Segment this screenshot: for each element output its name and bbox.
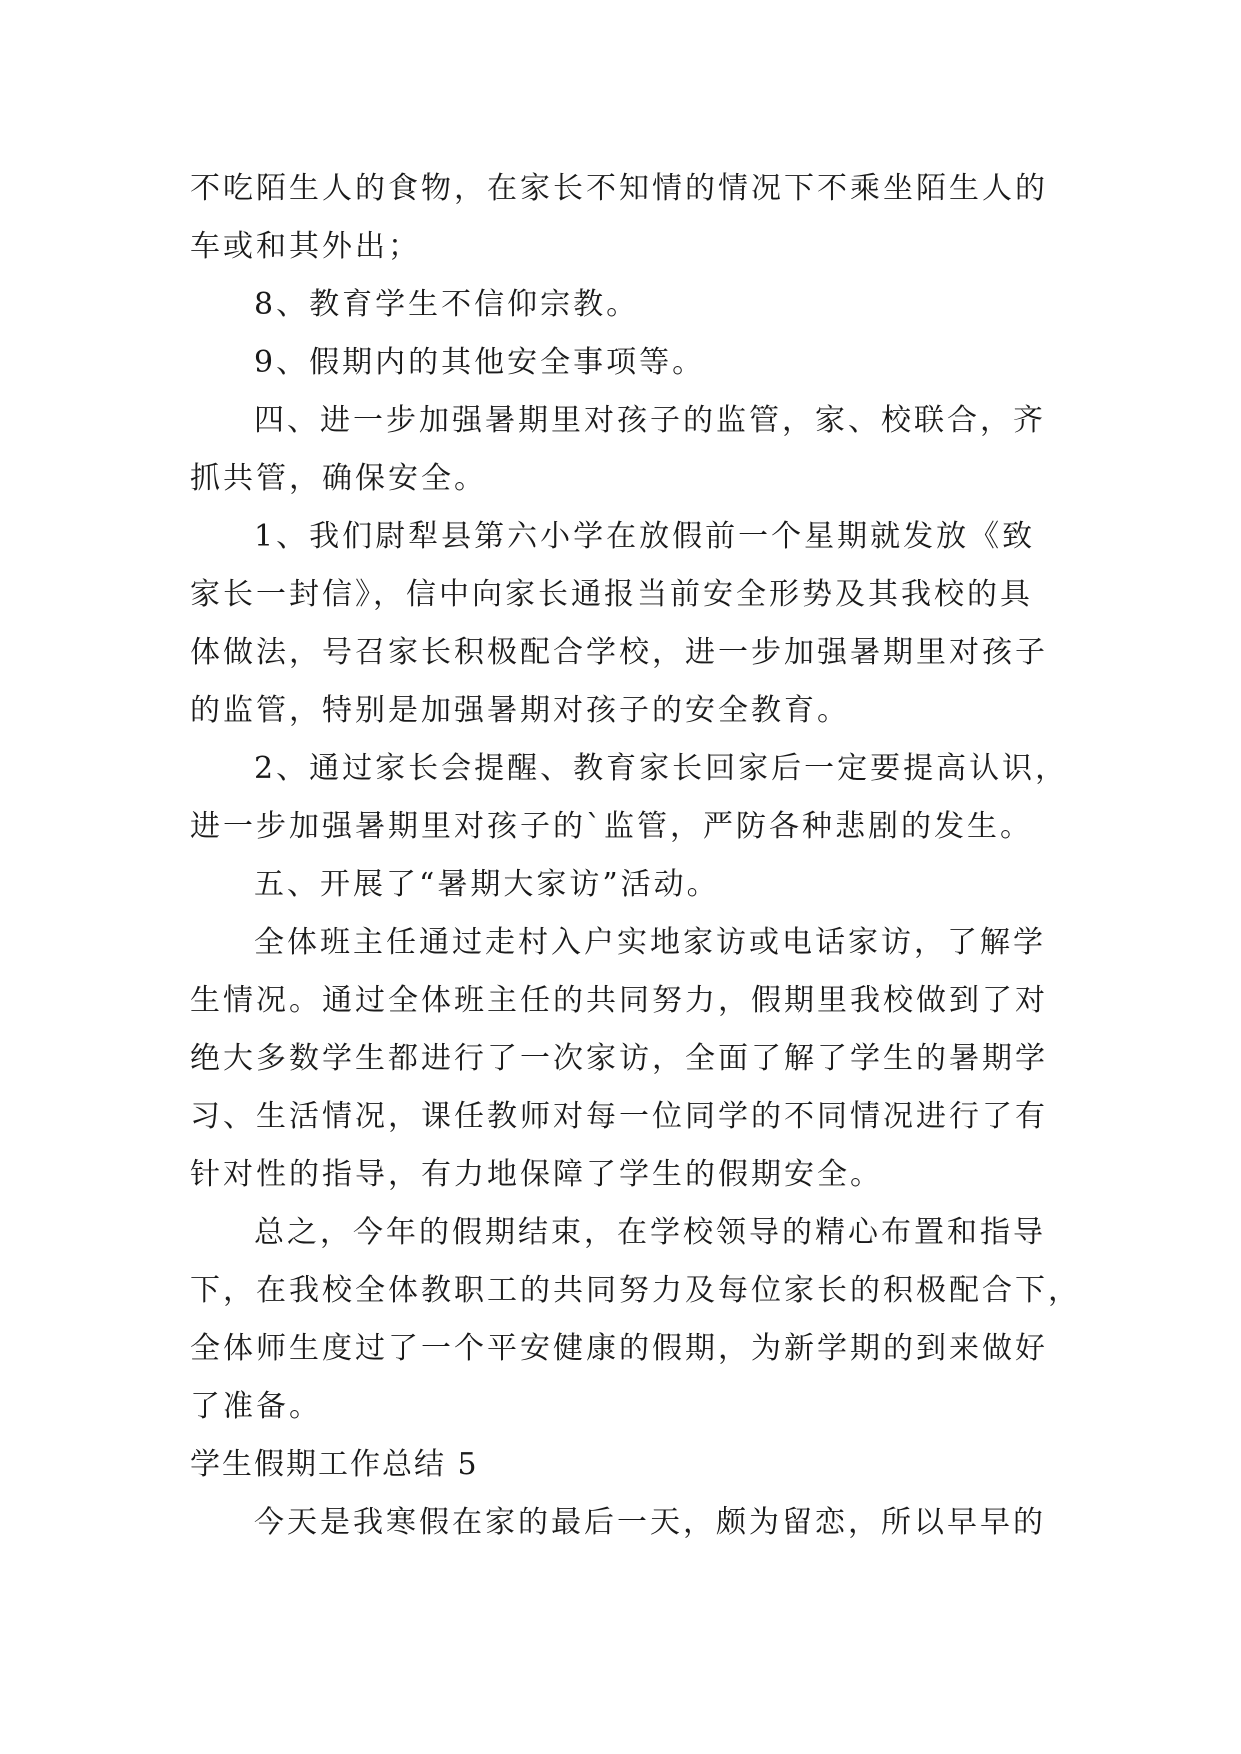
- text-line: 全体班主任通过走村入户实地家访或电话家访，了解学: [254, 925, 1046, 960]
- text-line: 抓共管，确保安全。: [190, 461, 487, 496]
- text-line: 生情况。通过全体班主任的共同努力，假期里我校做到了对: [190, 983, 1048, 1018]
- text-line: 今天是我寒假在家的最后一天，颇为留恋，所以早早的: [254, 1505, 1046, 1540]
- section-heading-line: 四、进一步加强暑期里对孩子的监管，家、校联合，齐: [254, 403, 1046, 438]
- section-heading-line: 五、开展了“暑期大家访”活动。: [254, 867, 720, 902]
- text-line: 总之，今年的假期结束，在学校领导的精心布置和指导: [254, 1215, 1046, 1250]
- text-line: 针对性的指导，有力地保障了学生的假期安全。: [190, 1157, 883, 1192]
- text-line: 了准备。: [190, 1389, 322, 1424]
- text-line: 绝大多数学生都进行了一次家访，全面了解了学生的暑期学: [190, 1041, 1048, 1076]
- text-line: 车或和其外出；: [190, 229, 421, 264]
- text-line: 家长一封信》，信中向家长通报当前安全形势及其我校的具: [190, 577, 1033, 612]
- text-line: 的监管，特别是加强暑期对孩子的安全教育。: [190, 693, 850, 728]
- text-line: 全体师生度过了一个平安健康的假期，为新学期的到来做好: [190, 1331, 1048, 1366]
- text-line: 8、教育学生不信仰宗教。: [254, 287, 640, 322]
- text-line: 不吃陌生人的食物，在家长不知情的情况下不乘坐陌生人的: [190, 171, 1048, 206]
- text-line: 2、通过家长会提醒、教育家长回家后一定要提高认识，: [254, 751, 1069, 786]
- text-line: 1、我们尉犁县第六小学在放假前一个星期就发放《致: [254, 519, 1036, 554]
- text-line: 体做法，号召家长积极配合学校，进一步加强暑期里对孩子: [190, 635, 1048, 670]
- text-line: 习、生活情况，课任教师对每一位同学的不同情况进行了有: [190, 1099, 1048, 1134]
- text-line: 进一步加强暑期里对孩子的`监管，严防各种悲剧的发生。: [190, 809, 1033, 844]
- text-line: 9、假期内的其他安全事项等。: [254, 345, 706, 380]
- document-title: 学生假期工作总结 5: [190, 1447, 479, 1482]
- text-line: 下，在我校全体教职工的共同努力及每位家长的积极配合下，: [190, 1273, 1081, 1308]
- body-text: [190, 160, 1081, 1552]
